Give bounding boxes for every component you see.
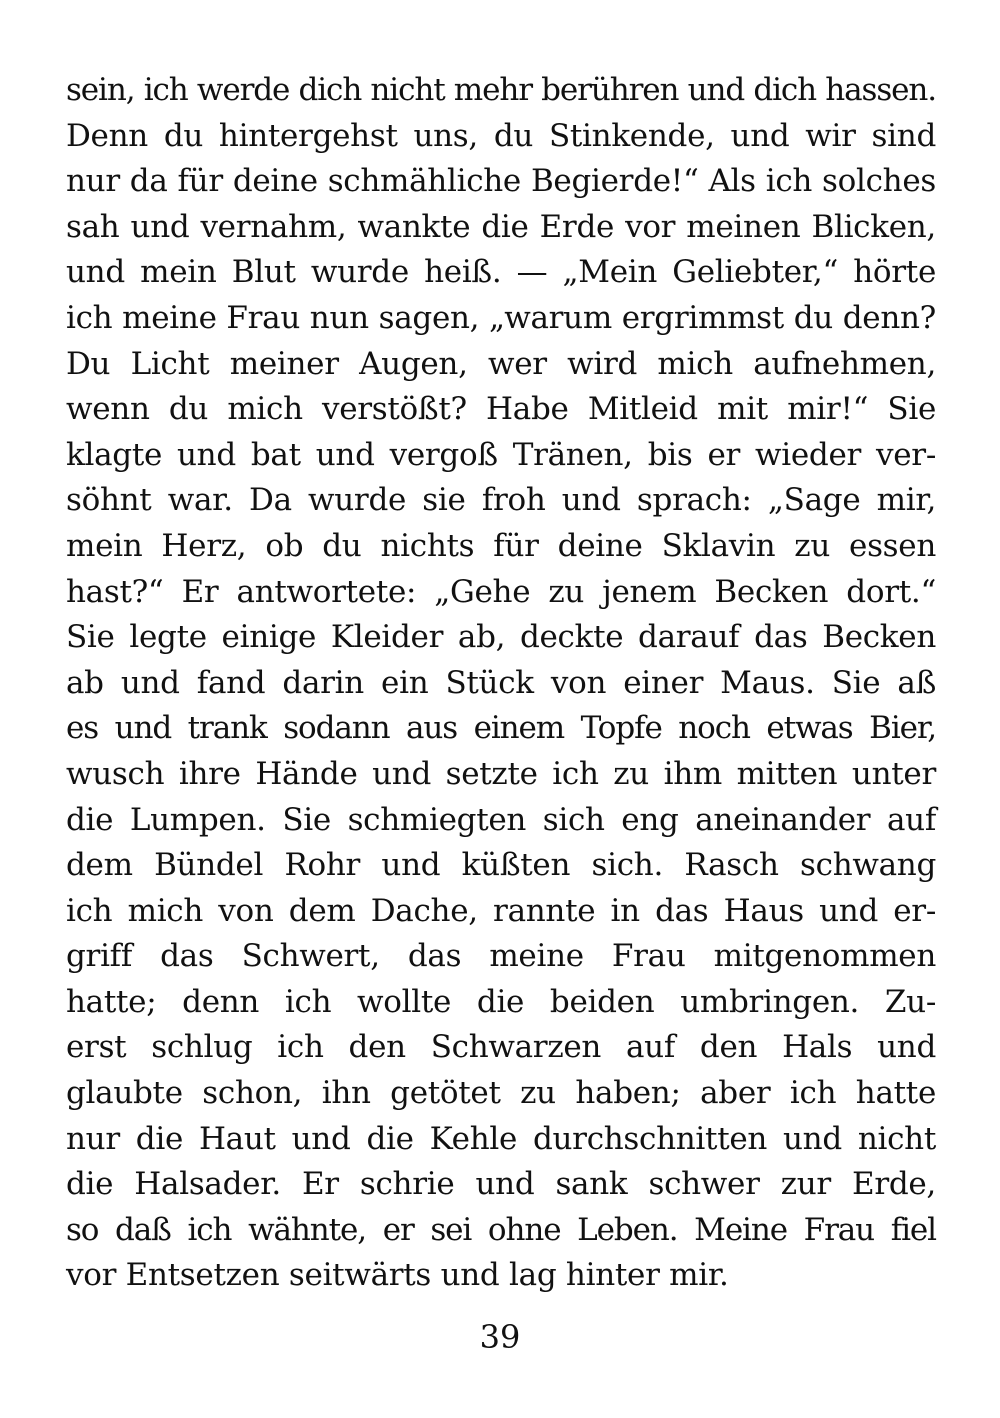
text-line: nur da für deine schmähliche Begierde!“ Als ich solches: [66, 163, 936, 200]
text-line: wenn du mich verstößt? Habe Mitleid mit mir!“ Sie: [66, 391, 936, 428]
text-line: so daß ich wähnte, er sei ohne Leben. Meine Frau fiel: [66, 1211, 936, 1248]
text-line: Du Licht meiner Augen, wer wird mich aufnehmen,: [66, 345, 936, 382]
text-line: vor Entsetzen seitwärts und lag hinter mir.: [66, 1257, 729, 1294]
text-line: erst schlug ich den Schwarzen auf den Hals und: [66, 1029, 936, 1066]
page-number: 39: [479, 1318, 521, 1356]
text-line: die Lumpen. Sie schmiegten sich eng aneinander auf: [66, 801, 936, 838]
text-line: hatte; denn ich wollte die beiden umbringen. Zu-: [66, 983, 936, 1020]
text-line: klagte und bat und vergoß Tränen, bis er wieder ver-: [66, 436, 936, 473]
text-line: hast?“ Er antwortete: „Gehe zu jenem Becken dort.“: [66, 573, 936, 610]
text-line: sah und vernahm, wankte die Erde vor meinen Blicken,: [66, 208, 936, 245]
text-line: mein Herz, ob du nichts für deine Sklavin zu essen: [66, 527, 936, 564]
text-line: Sie legte einige Kleider ab, deckte darauf das Becken: [66, 619, 936, 656]
text-line: Denn du hintergehst uns, du Stinkende, und wir sind: [66, 117, 936, 154]
text-line: und mein Blut wurde heiß. — „Mein Geliebter,“ hörte: [66, 254, 936, 291]
text-line: dem Bündel Rohr und küßten sich. Rasch schwang: [66, 847, 936, 884]
text-line: sein, ich werde dich nicht mehr berühren und dich hassen.: [66, 72, 936, 108]
text-line: es und trank sodann aus einem Topfe noch etwas Bier,: [66, 710, 936, 747]
text-line: ab und fand darin ein Stück von einer Maus. Sie aß: [66, 664, 936, 701]
text-line: ich mich von dem Dache, rannte in das Haus und er-: [66, 892, 936, 929]
text-line: söhnt war. Da wurde sie froh und sprach: „Sage mir,: [66, 482, 936, 519]
text-line: wusch ihre Hände und setzte ich zu ihm mitten unter: [66, 755, 936, 792]
body-text: [66, 68, 936, 1299]
text-line: nur die Haut und die Kehle durchschnitten und nicht: [66, 1120, 936, 1157]
text-line: glaubte schon, ihn getötet zu haben; aber ich hatte: [66, 1075, 936, 1112]
text-line: ich meine Frau nun sagen, „warum ergrimmst du denn?: [66, 299, 936, 336]
text-line: die Halsader. Er schrie und sank schwer zur Erde,: [66, 1166, 936, 1203]
text-line: griff das Schwert, das meine Frau mitgenommen: [66, 938, 936, 975]
